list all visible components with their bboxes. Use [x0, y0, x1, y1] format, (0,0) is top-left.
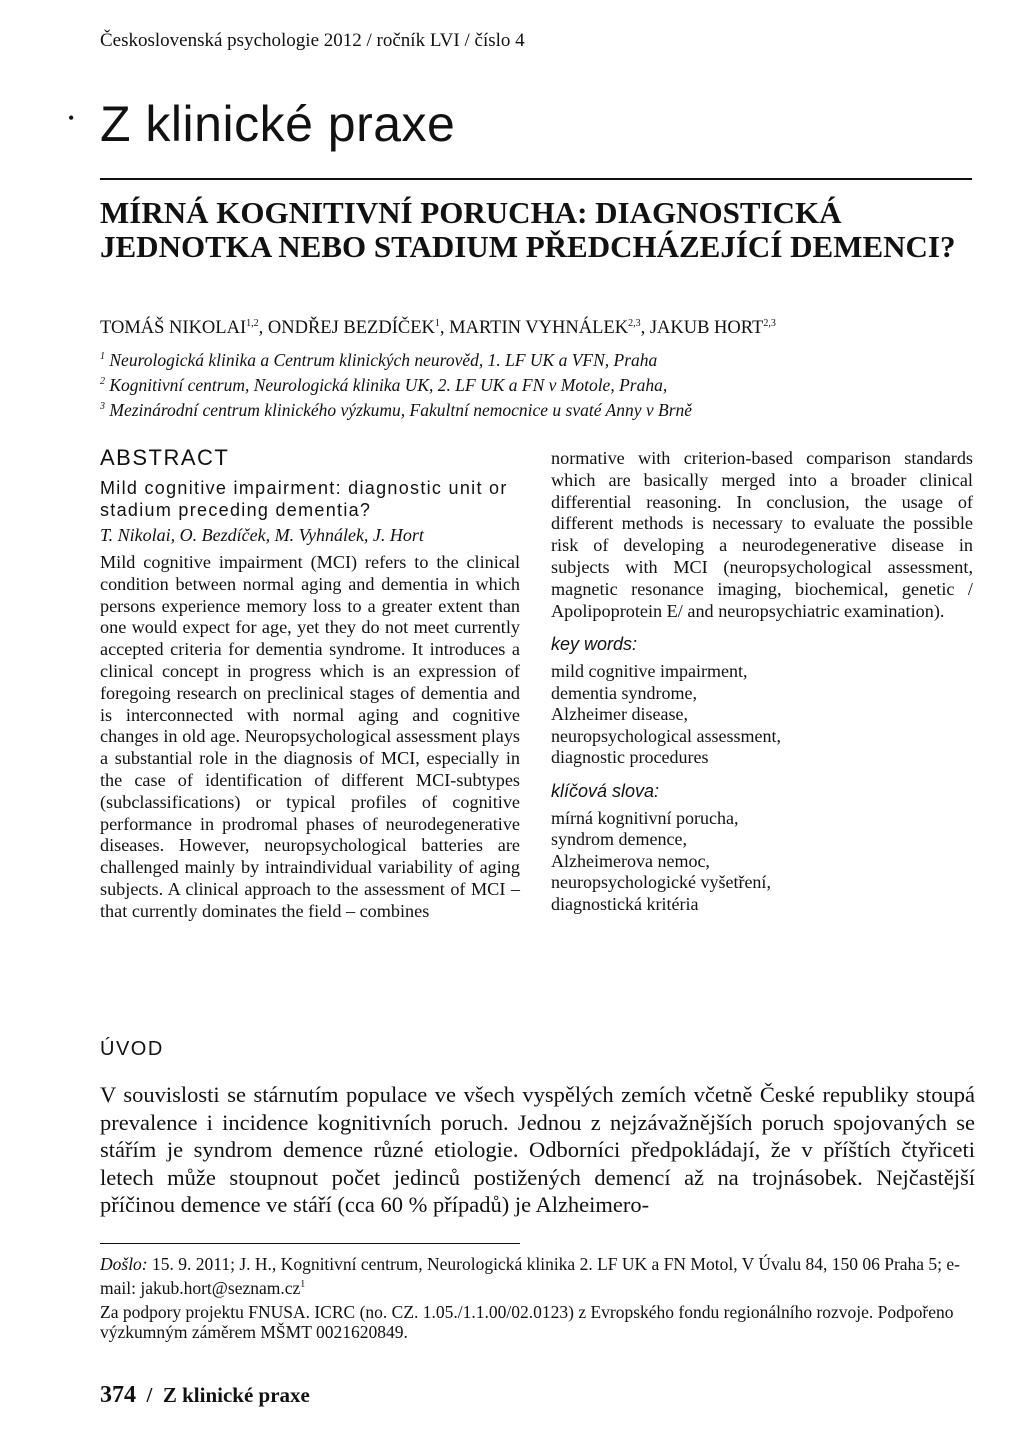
author-sup: 1,2: [246, 318, 259, 329]
abstract-heading: ABSTRACT: [100, 445, 230, 470]
journal-header: Československá psychologie 2012 / ročník LVI / číslo 4: [100, 30, 525, 51]
abstract-right-column: [551, 448, 973, 915]
page-number: 374: [100, 1382, 136, 1408]
author-name: TOMÁŠ NIKOLAI: [100, 318, 247, 339]
section-title: Z klinické praxe: [100, 96, 456, 152]
author-name: MARTIN VYHNÁLEK: [449, 318, 629, 339]
author-name: JAKUB HORT: [649, 318, 764, 339]
keyword: Alzheimerova nemoc,: [551, 850, 710, 871]
bullet-mark: •: [68, 108, 75, 128]
intro-text: V souvislosti se stárnutím populace ve všech vyspělých zemích včetně České republiky stoupá prevalence i incidence kognitivních poruch. Jednou z nejzávažnějších poruch spojovaných se stářím je syndrom demence různé etiologie. Odborníci předpokládají, že v příštích čtyřiceti letech může stoupnout počet jedinců postižených demencí až na trojnásobek. Nejčastější příčinou demence ve stáří (cca 60 % případů) je Alzheimero-: [100, 1082, 975, 1217]
keywords-label: key words:: [551, 634, 638, 655]
klicova-slova-list: [551, 808, 973, 916]
abstract-text: Mild cognitive impairment (MCI) refers to the clinical condition between normal aging and dementia in which persons experience memory loss to a greater extent than one would expect for age, yet they do not meet currently accepted criteria for dementia syndrome. It introduces a clinical concept in progress which is an expression of foregoing research on preclinical stages of dementia and is interconnected with normal aging and cognitive changes in old age. Neuropsychological assessment plays a substantial role in the diagnosis of MCI, especially in the case of identification of different MCI-subtypes (subclassifications) or typical profiles of cognitive performance in prodromal phases of neurodegenerative diseases. However, neuropsychological batteries are challenged mainly by intraindividual variability of aging subjects. A clinical approach to the assessment of MCI – that currently dominates the field – combines: [100, 552, 520, 921]
keyword: syndrom demence,: [551, 829, 687, 850]
affiliation: $^3$ Mezinárodní centrum klinického výzkumu, Fakultní nemocnice u svaté Anny v Brně: [100, 399, 693, 420]
keyword: dementia syndrome,: [551, 682, 697, 703]
affiliation: $^1$ Neurologická klinika a Centrum klinických neurověd, 1. LF UK a VFN, Praha: [100, 349, 658, 370]
author-sup: 2,3: [628, 318, 641, 329]
keyword: neuropsychological assessment,: [551, 725, 781, 746]
abstract-left-column: [100, 445, 520, 923]
abstract-authors: T. Nikolai, O. Bezdíček, M. Vyhnálek, J. Hort: [100, 525, 424, 545]
footnote-rule: [100, 1243, 520, 1244]
keyword: neuropsychologické vyšetření,: [551, 872, 771, 893]
keyword: mild cognitive impairment,: [551, 661, 748, 682]
abstract-title: Mild cognitive impairment: diagnostic unit or stadium preceding dementia?: [100, 478, 508, 520]
klicova-slova-label: klíčová slova:: [551, 780, 660, 801]
keywords-list: [551, 661, 973, 769]
received-note: Došlo: 15. 9. 2011; J. H., Kognitivní centrum, Neurologická klinika 2. LF UK a FN Motol, V Úvalu 84, 150 06 Praha 5; e-mail: $jakub.hort@seznam.cz^1$: [100, 1254, 961, 1298]
keyword: Alzheimer disease,: [551, 704, 688, 725]
abstract-text-continued: normative with criterion-based comparison standards which are basically merged into a broader clinical differential reasoning. In conclusion, the usage of different methods is necessary to evaluate the possible risk of developing a neurodegenerative disease in subjects with MCI (neuropsychological assessment, magnetic resonance imaging, biochemical, genetic / Apolipoprotein E/ and neuropsychiatric examination).: [551, 448, 973, 621]
support-note: Za podpory projektu FNUSA. ICRC (no. CZ. 1.05./1.1.00/02.0123) z Evropského fondu regionálního rozvoje. Podpořeno výzkumným záměrem MŠMT 0021620849.: [100, 1301, 954, 1343]
affiliation: $^2$ Kognitivní centrum, Neurologická klinika UK, 2. LF UK a FN v Motole, Praha,: [100, 374, 668, 395]
keyword: diagnostická kritéria: [551, 893, 699, 914]
title-rule: [100, 178, 972, 180]
keyword: mírná kognitivní porucha,: [551, 807, 739, 828]
article-title: MÍRNÁ KOGNITIVNÍ PORUCHA: DIAGNOSTICKÁ JEDNOTKA NEBO STADIUM PŘEDCHÁZEJÍCÍ DEMENCI?: [100, 195, 956, 264]
author-list: TOMÁŠ NIKOLAI$^{1,2}$, ONDŘEJ BEZDÍČEK$^1$, MARTIN VYHNÁLEK$^{2,3}$, JAKUB HORT$^{2,3}$: [100, 318, 776, 339]
footnotes: [100, 1254, 975, 1347]
page-footer: [100, 1382, 310, 1409]
author-name: ONDŘEJ BEZDÍČEK: [267, 318, 435, 339]
footer-separator: /: [146, 1383, 153, 1407]
author-sup: 1: [434, 318, 440, 329]
author-sup: 2,3: [763, 318, 776, 329]
keyword: diagnostic procedures: [551, 747, 709, 768]
intro-heading: ÚVOD: [100, 1038, 164, 1060]
footer-section: Z klinické praxe: [162, 1383, 310, 1407]
affiliations: [100, 346, 692, 420]
